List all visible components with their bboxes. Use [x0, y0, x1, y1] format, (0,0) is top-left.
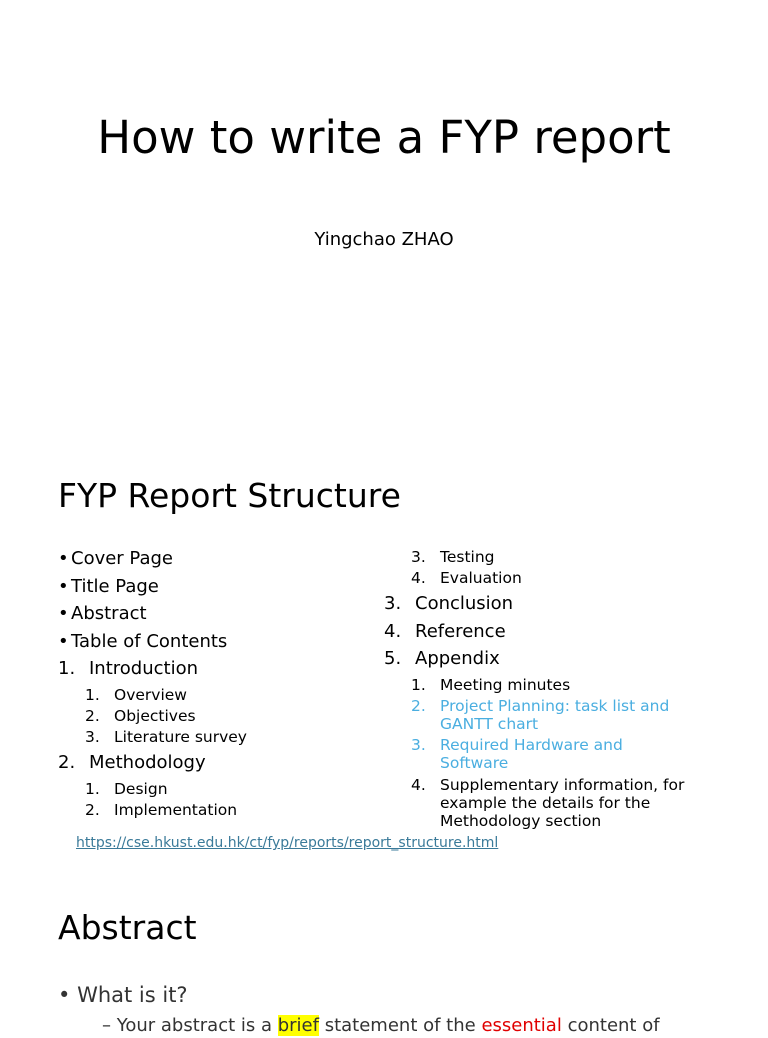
list-item-reference: 4. Reference — [384, 620, 506, 642]
list-item: • Title Page — [58, 575, 159, 597]
abstract-description: – Your abstract is a brief statement of the essential content of — [102, 1015, 660, 1036]
bullet-mark: • — [58, 630, 69, 652]
list-item-introduction: 1. Introduction — [58, 658, 199, 679]
emphasized-word: essential — [481, 1015, 562, 1036]
list-item-methodology: 2. Methodology — [58, 752, 206, 774]
abstract-slide — [0, 864, 768, 1036]
report-structure-slide — [0, 432, 768, 864]
list-item: • Table of Contents — [58, 630, 228, 652]
report-structure-link[interactable]: https://cse.hkust.edu.hk/ct/fyp/reports/report_structure.html — [76, 835, 499, 851]
presentation-title: How to write a FYP report — [97, 111, 671, 164]
sub-item: 1. Overview — [85, 685, 187, 704]
sub-item: 1. Meeting minutes — [411, 675, 571, 694]
structure-list-left — [58, 548, 378, 822]
list-item: • Cover Page — [58, 548, 174, 569]
slide-heading: FYP Report Structure — [58, 476, 401, 515]
bullet-mark: • — [58, 575, 69, 597]
sub-item-link[interactable]: 2. Project Planning: task list and GANTT chart — [411, 697, 670, 734]
title-slide — [0, 0, 768, 432]
highlighted-word: brief — [277, 1015, 319, 1036]
bullet-mark: • — [58, 548, 69, 569]
slide-heading: Abstract — [58, 908, 197, 947]
author-name: Yingchao ZHAO — [314, 229, 454, 250]
sub-item: 3. Testing — [411, 548, 495, 566]
sub-item: 4. Evaluation — [411, 569, 522, 588]
list-item: • Abstract — [58, 603, 147, 624]
sub-item: 3. Literature survey — [85, 728, 247, 747]
bullet-what-is-it: • What is it? — [58, 983, 188, 1007]
structure-list-right — [384, 548, 714, 833]
sub-item-link[interactable]: 3. Required Hardware and Software — [411, 736, 623, 773]
list-item-appendix: 5. Appendix — [384, 648, 500, 670]
sub-item: 2. Implementation — [85, 800, 238, 819]
list-item-conclusion: 3. Conclusion — [384, 593, 514, 615]
sub-item: 1. Design — [85, 779, 168, 798]
bullet-mark: • — [58, 983, 78, 1007]
sub-item: 2. Objectives — [85, 706, 196, 725]
bullet-mark: • — [58, 603, 69, 624]
sub-item: 4. Supplementary information, for example the details for the Methodology section — [411, 775, 685, 830]
